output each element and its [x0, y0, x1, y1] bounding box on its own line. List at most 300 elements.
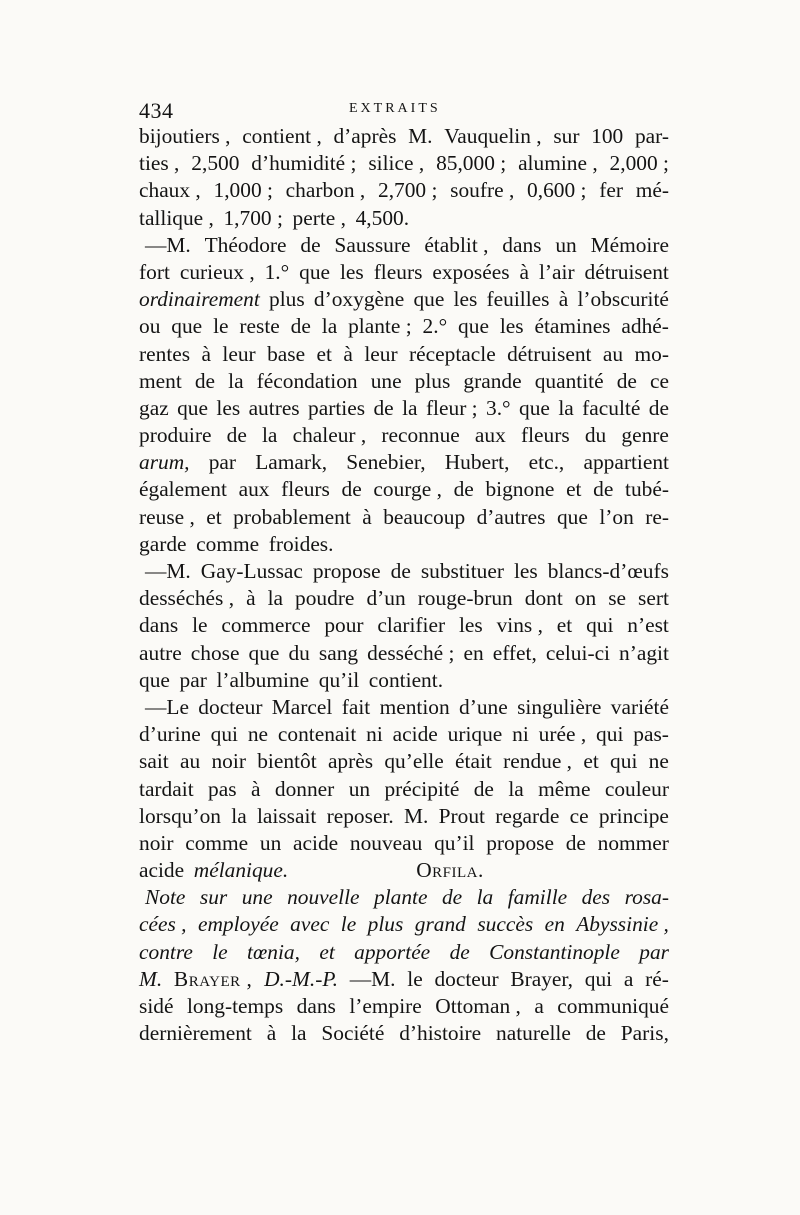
word: du	[288, 640, 310, 665]
word: de	[453, 477, 474, 502]
word: d’humidité ;	[251, 151, 357, 176]
word: les	[339, 259, 364, 284]
word: Vauquelin ,	[444, 124, 542, 148]
word: Paris,	[620, 1021, 669, 1046]
word: Mémoire	[590, 232, 669, 257]
word: produire	[139, 423, 212, 448]
word: que	[171, 314, 203, 339]
word: sang	[318, 640, 359, 665]
section-title	[139, 911, 669, 938]
word: fécondation	[256, 368, 358, 393]
word: l’on	[599, 504, 634, 529]
word: plus	[414, 368, 451, 393]
word: et	[206, 504, 222, 529]
word: docteur	[198, 694, 263, 719]
word: chaleur ,	[292, 423, 367, 448]
word: mo-	[634, 341, 669, 366]
word: commerce	[221, 613, 311, 638]
word: les	[499, 314, 524, 339]
word: soufre ,	[450, 178, 515, 203]
word: par	[179, 667, 207, 692]
word: blancs-d’œufs	[547, 559, 669, 583]
word: noir	[139, 830, 174, 855]
word: contient.	[368, 667, 444, 692]
word: les	[513, 559, 538, 583]
word: l’obscurité	[577, 287, 669, 312]
word: rouge-brun	[417, 586, 513, 611]
word: fer	[599, 178, 623, 203]
text-line	[139, 313, 669, 340]
word: réceptacle	[409, 341, 496, 366]
word: 4,500.	[355, 205, 410, 230]
word: qui	[610, 749, 638, 774]
word: dernièrement	[139, 1021, 252, 1046]
word: exposées	[432, 259, 510, 284]
word: d’après	[333, 124, 397, 148]
word: sur	[553, 124, 580, 148]
word: et	[556, 613, 573, 638]
text-line	[139, 993, 669, 1020]
word: sur	[199, 885, 228, 910]
word: la	[291, 1021, 307, 1046]
word: leur	[222, 341, 256, 366]
word: et	[583, 749, 599, 774]
word: la	[231, 803, 247, 828]
word: employée	[197, 912, 279, 937]
word: bijoutiers ,	[139, 124, 231, 148]
word: ne	[648, 749, 669, 774]
word: —M.	[349, 966, 396, 991]
word: rendue ,	[503, 749, 573, 774]
word: long-temps	[186, 994, 284, 1018]
word: feuilles	[486, 287, 550, 312]
word: a	[623, 966, 634, 991]
word: la	[261, 423, 278, 448]
word: —M.	[145, 232, 191, 257]
body-text	[139, 123, 669, 1047]
word: le	[213, 314, 229, 339]
word: re-	[645, 504, 669, 529]
page-number: 434	[139, 98, 174, 123]
word: un	[555, 232, 577, 257]
word: appartient	[583, 450, 669, 475]
word: qui	[210, 722, 238, 747]
word: chaux ,	[139, 178, 201, 203]
word: 85,000 ;	[436, 151, 507, 176]
word: de	[585, 1021, 606, 1046]
italic-word: M.	[139, 966, 163, 991]
word: variété	[610, 694, 669, 719]
word: quantité	[534, 368, 604, 393]
word: d’histoire	[399, 1021, 482, 1046]
word: vins ,	[496, 613, 543, 638]
word: fort	[139, 259, 170, 284]
word: famille	[507, 885, 568, 910]
text-line	[139, 123, 669, 150]
word: plus	[367, 912, 404, 937]
word: la	[228, 368, 244, 393]
word: on	[574, 586, 597, 611]
word: que	[248, 640, 280, 665]
text-line	[139, 748, 669, 775]
word: et	[319, 939, 335, 964]
word: genre	[621, 423, 669, 448]
word: curieux ,	[179, 259, 255, 284]
word: de	[449, 939, 470, 964]
word: après	[327, 749, 374, 774]
word: Société	[321, 1021, 385, 1046]
word: d’urine	[139, 722, 201, 747]
word: ties ,	[139, 151, 180, 176]
word: fleur ;	[425, 395, 478, 420]
word: 2,500	[191, 151, 240, 176]
word: de	[290, 314, 311, 339]
word: détruisent	[507, 341, 592, 366]
word: était	[455, 749, 492, 774]
word: adhé-	[621, 314, 669, 339]
text-line	[139, 776, 669, 803]
word: que	[177, 395, 208, 420]
word: les	[216, 395, 241, 420]
word: base	[267, 341, 306, 366]
word: Saussure	[334, 232, 411, 257]
word: un	[348, 776, 371, 801]
word: à	[558, 287, 569, 312]
word: d’une	[459, 694, 508, 719]
word: a	[534, 994, 544, 1018]
word: fleurs	[373, 259, 423, 284]
word: de	[441, 885, 463, 910]
word: ment	[139, 368, 182, 393]
word: avec	[290, 912, 330, 937]
word: de	[194, 368, 216, 393]
word: urée ,	[538, 722, 587, 747]
word: Lamark,	[255, 450, 328, 475]
word: Brayer ,	[173, 966, 253, 991]
text-line	[139, 585, 669, 612]
word: M.	[403, 803, 429, 828]
word: communiqué	[557, 994, 669, 1018]
word: 1,700 ;	[223, 205, 283, 230]
word: couleur	[604, 776, 669, 801]
word: détruisent	[584, 259, 669, 284]
word: clarifier	[377, 613, 446, 638]
word: bignone	[485, 477, 555, 502]
word: ce	[649, 368, 669, 393]
word: propose	[486, 830, 554, 855]
word: autres	[248, 395, 300, 420]
word: grand	[414, 912, 466, 937]
text-line	[139, 232, 669, 259]
word: desséché ;	[367, 640, 455, 665]
word: desséchés ,	[139, 586, 235, 611]
text-line	[139, 640, 669, 667]
word: ne	[247, 722, 269, 747]
word: courge ,	[373, 477, 442, 502]
text-line	[139, 395, 669, 422]
word: plante	[374, 885, 428, 910]
word: Prout	[438, 803, 485, 828]
word: de	[648, 395, 669, 420]
word: d’oxygène	[313, 287, 405, 312]
word: qu’elle	[384, 749, 444, 774]
word: dont	[524, 586, 563, 611]
word: de	[473, 776, 494, 801]
word: qui	[586, 613, 614, 638]
word: que	[458, 314, 489, 339]
word: de	[373, 395, 394, 420]
word: fleurs	[520, 423, 570, 448]
text-line	[139, 803, 669, 830]
word: effet,	[492, 640, 537, 665]
word: qu’il	[434, 830, 475, 855]
word: la	[321, 314, 338, 339]
page-header	[139, 98, 659, 124]
word: de	[565, 830, 586, 855]
word: apportée	[354, 939, 431, 964]
word: ré-	[645, 966, 669, 991]
word: etc.,	[528, 450, 565, 475]
word: la	[476, 885, 494, 910]
word: autre	[139, 640, 182, 665]
section-title	[139, 939, 669, 966]
word: de	[341, 477, 362, 502]
word: 100	[591, 124, 624, 148]
text-line	[139, 368, 669, 395]
text-line	[139, 177, 669, 204]
text-line	[139, 476, 669, 503]
word: celui-ci	[545, 640, 611, 665]
text-line	[139, 286, 669, 313]
word: Note	[145, 885, 186, 910]
word: substituer	[420, 559, 504, 583]
word: plus	[269, 287, 305, 312]
text-line	[139, 612, 669, 639]
word: 2,000 ;	[609, 151, 669, 176]
word: le	[212, 939, 228, 964]
word: M.	[408, 124, 433, 148]
word: et	[566, 477, 582, 502]
word: étamines	[534, 314, 611, 339]
word: que	[139, 667, 170, 692]
word: parties	[308, 395, 366, 420]
word: comme	[185, 830, 249, 855]
word: Hubert,	[444, 450, 510, 475]
word: contient ,	[242, 124, 322, 148]
word: en	[463, 640, 484, 665]
word: mé-	[635, 178, 669, 203]
word: de	[226, 423, 247, 448]
word: leur	[364, 341, 398, 366]
word: perte ,	[292, 205, 346, 230]
word: propose	[312, 559, 381, 583]
word: des	[581, 885, 611, 910]
italic-word: arum,	[139, 450, 190, 475]
text-line	[139, 341, 669, 368]
italic-word: mélanique.	[193, 858, 289, 883]
word: à	[519, 259, 529, 284]
text-line	[139, 1020, 669, 1047]
word: probablement	[233, 504, 351, 529]
word: pas-	[633, 722, 669, 747]
word: nouvelle	[287, 885, 360, 910]
word: rentes	[139, 341, 191, 366]
word: naturelle	[496, 1021, 571, 1046]
word: l’albumine	[216, 667, 310, 692]
word: froides.	[268, 531, 334, 556]
word: aux	[474, 423, 506, 448]
author-signature: Orfila.	[416, 858, 484, 883]
word: de	[300, 232, 321, 257]
word: la	[267, 586, 284, 611]
text-line	[139, 259, 669, 286]
word: du	[584, 423, 607, 448]
word: au	[180, 749, 201, 774]
word: contre	[139, 939, 193, 964]
word: par-	[634, 124, 669, 148]
word: que	[519, 395, 550, 420]
text-line	[139, 721, 669, 748]
word: beaucoup	[383, 504, 466, 529]
word: fait	[341, 694, 371, 719]
word: les	[458, 613, 483, 638]
text-line	[139, 531, 669, 558]
word: donner	[274, 776, 335, 801]
word: laissait	[256, 803, 317, 828]
word: ni	[366, 722, 383, 747]
word: succès	[477, 912, 534, 937]
word: aux	[238, 477, 270, 502]
word: dans	[296, 994, 336, 1018]
word: lorsqu’on	[139, 803, 221, 828]
word: la	[402, 395, 418, 420]
word: faculté	[582, 395, 641, 420]
word: même	[538, 776, 591, 801]
word: reuse ,	[139, 504, 195, 529]
word: Théodore	[204, 232, 287, 257]
text-line	[139, 205, 669, 232]
word: ni	[512, 722, 529, 747]
word: reconnue	[381, 423, 460, 448]
word: Constantinople	[489, 939, 620, 964]
word: singulière	[517, 694, 602, 719]
word: tœnia,	[247, 939, 300, 964]
word: garde	[139, 531, 187, 556]
text-line	[139, 667, 669, 694]
word: bientôt	[257, 749, 317, 774]
word: acide	[293, 830, 339, 855]
word: sert	[638, 586, 669, 611]
word: par	[208, 450, 237, 475]
word: regarde	[495, 803, 560, 828]
word: que	[299, 259, 331, 284]
word: au	[602, 341, 624, 366]
word: gaz	[139, 395, 169, 420]
word: d’autres	[476, 504, 546, 529]
word: et	[316, 341, 332, 366]
word: par	[639, 939, 669, 964]
text-line	[139, 966, 669, 993]
word: tubé-	[625, 477, 669, 502]
word: que	[413, 287, 445, 312]
word: 1.°	[264, 259, 290, 284]
text-line	[139, 830, 669, 857]
word: à	[362, 504, 372, 529]
word: l’empire	[349, 994, 422, 1018]
word: ou	[139, 314, 161, 339]
text-line	[139, 422, 669, 449]
word: se	[608, 586, 627, 611]
word: en	[544, 912, 565, 937]
text-line	[139, 558, 669, 585]
word: Brayer,	[510, 966, 574, 991]
word: 0,600 ;	[527, 178, 587, 203]
word: 2.°	[422, 314, 448, 339]
word: —Le	[145, 694, 189, 719]
word: dans	[502, 232, 542, 257]
word: le	[192, 613, 208, 638]
word: établit ,	[424, 232, 489, 257]
section-title	[139, 884, 669, 911]
word: les	[453, 287, 478, 312]
word: noir	[211, 749, 246, 774]
word: la	[508, 776, 524, 801]
word: 3.°	[486, 395, 511, 420]
word: à	[201, 341, 211, 366]
word: nommer	[597, 830, 669, 855]
word: docteur	[434, 966, 499, 991]
word: poudre	[295, 586, 355, 611]
word: une	[370, 368, 402, 393]
italic-word: D.-M.-P.	[264, 966, 338, 991]
word: Ottoman ,	[435, 994, 521, 1018]
italic-word: ordinairement	[139, 287, 260, 312]
word: de	[593, 477, 614, 502]
text-line	[139, 449, 669, 476]
word: principe	[598, 803, 669, 828]
word: que	[556, 504, 588, 529]
word: —M.	[145, 559, 191, 583]
word: qui	[596, 722, 624, 747]
word: fleurs	[281, 477, 330, 502]
word: 2,700 ;	[378, 178, 438, 203]
text-line	[139, 150, 669, 177]
word: la	[558, 395, 574, 420]
word: le	[407, 966, 423, 991]
word: sait	[139, 749, 169, 774]
word: d’un	[366, 586, 406, 611]
word: acide	[139, 858, 185, 883]
word: alumine ,	[518, 151, 598, 176]
word: n’est	[627, 613, 669, 638]
word: tallique ,	[139, 205, 214, 230]
word: nouveau	[349, 830, 423, 855]
running-head: EXTRAITS	[349, 101, 441, 116]
word: pas	[208, 776, 237, 801]
word: pour	[324, 613, 364, 638]
word: grande	[463, 368, 522, 393]
word: chose	[190, 640, 240, 665]
word: cées ,	[139, 912, 187, 937]
word: à	[266, 1021, 277, 1046]
word: rosa-	[624, 885, 669, 910]
word: une	[241, 885, 273, 910]
word: de	[616, 368, 637, 393]
word: à	[343, 341, 353, 366]
word: qu’il	[318, 667, 360, 692]
text-line	[139, 504, 669, 531]
word: l’air	[538, 259, 575, 284]
